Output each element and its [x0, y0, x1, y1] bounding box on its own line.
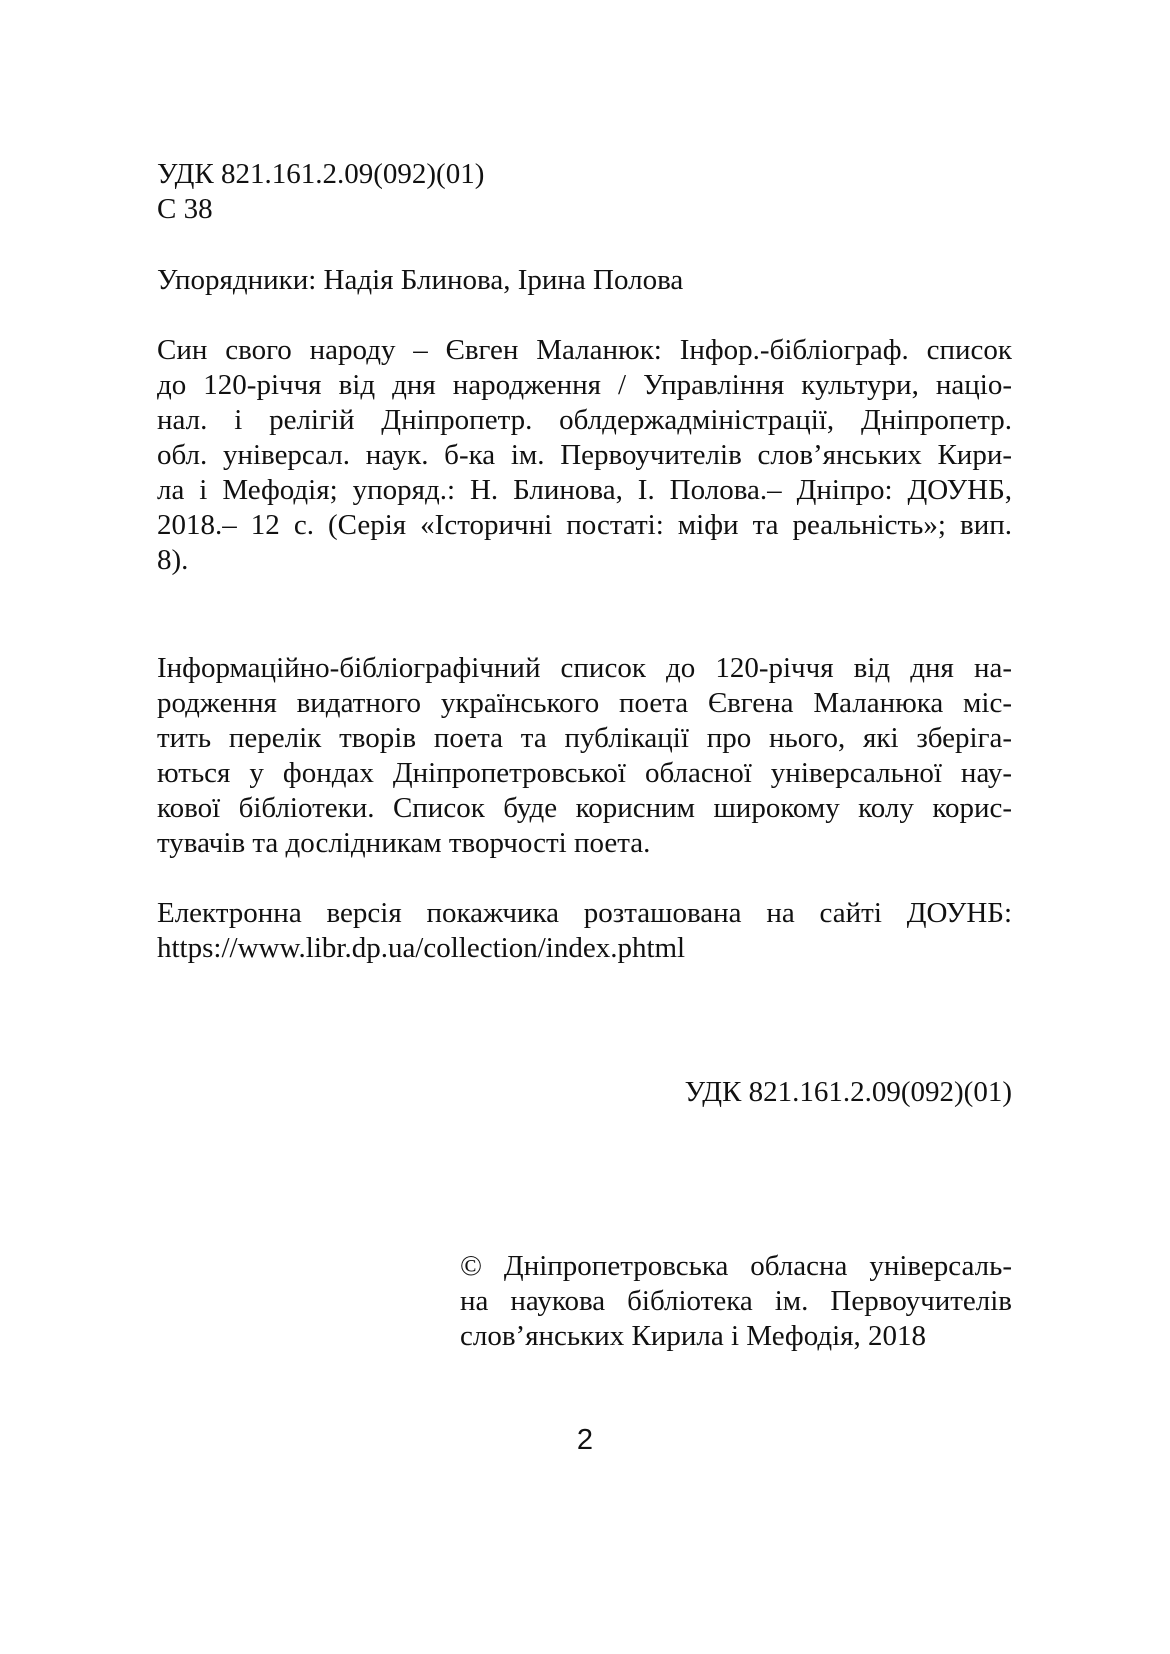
electronic-version-text: Електронна версія покажчика розташована на сайті ДОУНБ: — [157, 897, 1012, 929]
page-number: 2 — [576, 1424, 594, 1456]
annotation-line: кової бібліотеки. Список буде корисним широкому колу корис- — [157, 792, 1012, 824]
bibliographic-line: Син свого народу – Євген Маланюк: Інфор.-бібліограф. список — [157, 334, 1012, 366]
bibliographic-line: до 120-річчя від дня народження / Управління культури, націо- — [157, 369, 1012, 401]
copyright-line: слов’янських Кирила і Мефодія, 2018 — [460, 1320, 927, 1352]
annotation-line: ються у фондах Дніпропетровської обласної універсальної нау- — [157, 757, 1012, 789]
bibliographic-line: нал. і релігій Дніпропетр. облдержадміністрації, Дніпропетр. — [157, 404, 1012, 436]
bibliographic-line: обл. універсал. наук. б-ка ім. Первоучителів слов’янських Кири- — [157, 439, 1012, 471]
udk-header — [157, 157, 1012, 227]
bibliographic-description — [157, 333, 1012, 578]
annotation-paragraph — [157, 651, 1012, 861]
annotation-line: Інформаційно-бібліографічний список до 120-річчя від дня на- — [157, 652, 1012, 684]
annotation-line: тувачів та дослідникам творчості поета. — [157, 827, 651, 859]
copyright-line: на наукова бібліотека ім. Первоучителів — [460, 1285, 1012, 1317]
annotation-line: тить перелік творів поета та публікації про нього, які зберіга- — [157, 722, 1012, 754]
annotation-line: родження видатного українського поета Євгена Маланюка міс- — [157, 687, 1012, 719]
electronic-version-url: https://www.libr.dp.ua/collection/index.phtml — [157, 932, 686, 964]
compilers-line: Упорядники: Надія Блинова, Ірина Полова — [157, 264, 684, 296]
electronic-version-note — [157, 896, 1012, 966]
bibliographic-line: 8). — [157, 544, 189, 576]
udk-footer: УДК 821.161.2.09(092)(01) — [684, 1076, 1012, 1108]
udk-code: УДК 821.161.2.09(092)(01) — [157, 158, 485, 190]
bibliographic-line: ла і Мефодія; упоряд.: Н. Блинова, І. Полова.– Дніпро: ДОУНБ, — [157, 474, 1012, 506]
copyright-notice — [460, 1249, 1012, 1354]
bibliographic-line: 2018.– 12 с. (Серія «Історичні постаті: міфи та реальність»; вип. — [157, 509, 1012, 541]
author-code: С 38 — [157, 193, 213, 225]
copyright-line: © Дніпропетровська обласна універсаль- — [460, 1250, 1012, 1282]
